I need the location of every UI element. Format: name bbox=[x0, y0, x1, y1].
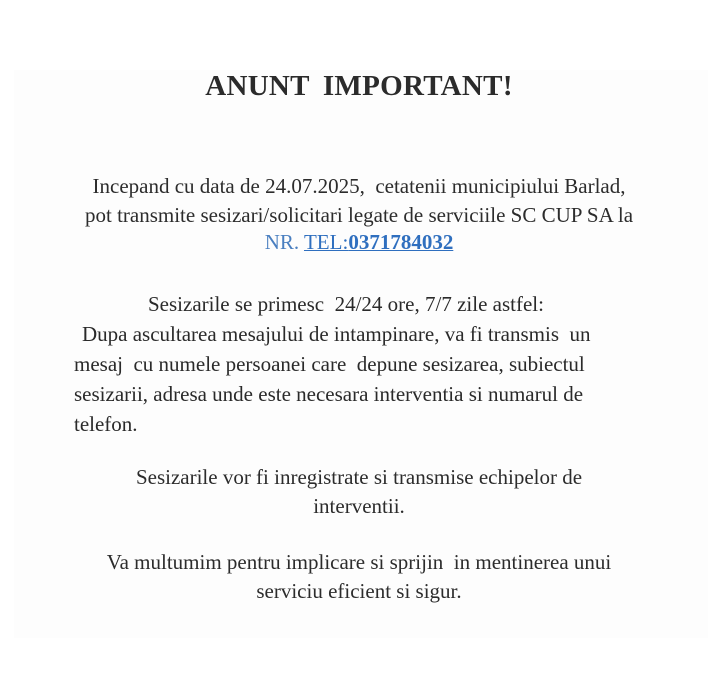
schedule-line-2: mesaj cu numele persoanei care depune sesizarea, subiectul bbox=[74, 352, 585, 376]
schedule-line-1: Dupa ascultarea mesajului de intampinare, va fi transmis un bbox=[82, 322, 591, 346]
registration-line-2: interventii. bbox=[313, 494, 405, 518]
schedule-line-4: telefon. bbox=[74, 412, 138, 436]
registration-paragraph bbox=[0, 463, 718, 521]
thanks-line-2: serviciu eficient si sigur. bbox=[256, 579, 462, 603]
phone-line bbox=[0, 228, 718, 257]
schedule-paragraph bbox=[74, 319, 684, 439]
thanks-line-1: Va multumim pentru implicare si sprijin in mentinerea unui bbox=[106, 550, 612, 574]
intro-paragraph bbox=[0, 172, 718, 230]
intro-line-1: Incepand cu data de 24.07.2025, cetatenii municipiului Barlad, bbox=[92, 174, 626, 198]
announcement-title: ANUNT IMPORTANT! bbox=[205, 70, 513, 102]
tel-label: TEL: bbox=[303, 230, 349, 254]
nr-label: NR. bbox=[264, 230, 304, 254]
schedule-heading: Sesizarile se primesc 24/24 ore, 7/7 zile astfel: bbox=[148, 292, 544, 316]
registration-line-1: Sesizarile vor fi inregistrate si transmise echipelor de bbox=[135, 465, 583, 489]
phone-link[interactable] bbox=[304, 230, 453, 254]
intro-line-2: pot transmite sesizari/solicitari legate de serviciile SC CUP SA la bbox=[84, 203, 634, 227]
phone-number: 0371784032 bbox=[348, 230, 454, 254]
thanks-paragraph bbox=[0, 548, 718, 606]
schedule-line-3: sesizarii, adresa unde este necesara interventia si numarul de bbox=[74, 382, 584, 406]
